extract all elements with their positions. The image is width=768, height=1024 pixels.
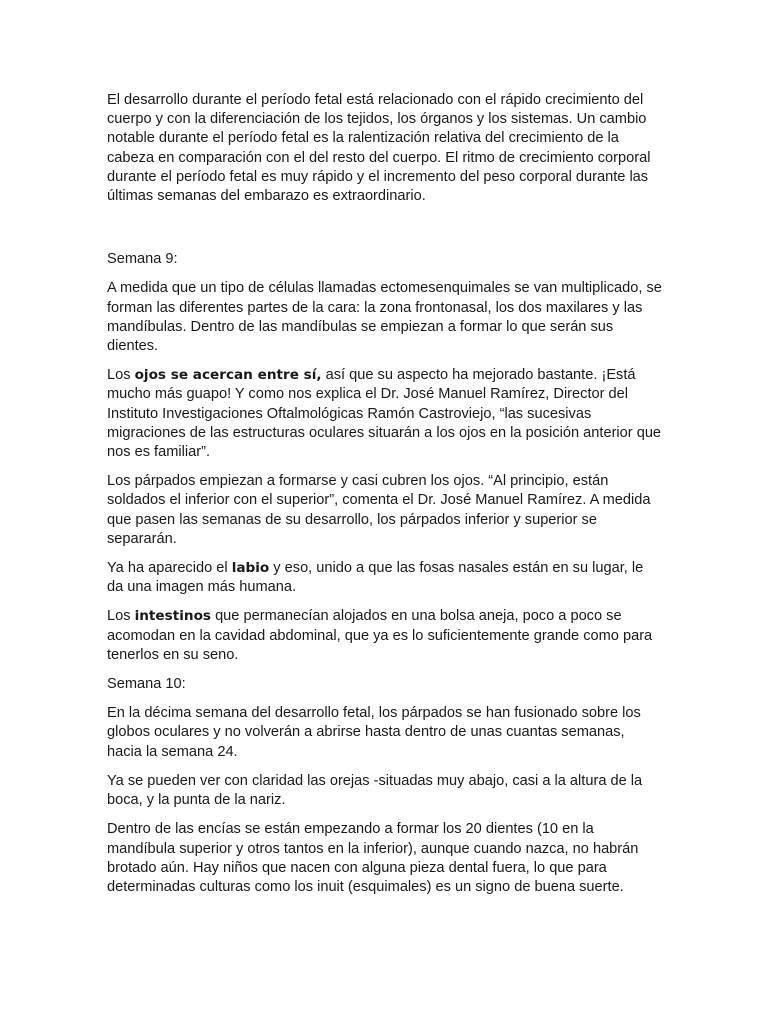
week-10-paragraph-eyelids: En la décima semana del desarrollo fetal, los párpados se han fusionado sobre los globos oculares y no volverán a abrirse hasta dentro de unas cuantas semanas, hacia la semana 24. [107,705,641,760]
bold-text-eyes: ojos se acercan entre sí, [134,367,322,384]
intro-paragraph: El desarrollo durante el período fetal está relacionado con el rápido crecimiento del cuerpo y con la diferenciación de los tejidos, los órganos y los sistemas. Un cambio notable durante el período fetal es la ralentización relativa del crecimiento de la cabeza en comparación con el del resto del cuerpo. El ritmo de crecimiento corporal durante el período fetal es muy rápido y el incremento del peso corporal durante las últimas semanas del embarazo es extraordinario. [107,92,651,205]
week-10-paragraph-ears: Ya se pueden ver con claridad las orejas -situadas muy abajo, casi a la altura de la boca, y la punta de la nariz. [107,772,643,809]
week-9-paragraph-intestines [107,607,662,665]
week-9-paragraph-face: A medida que un tipo de células llamadas ectomesenquimales se van multiplicado, se forman las diferentes partes de la cara: la zona frontonasal, los dos maxilares y las mandíbulas. Dentro de las mandíbulas se empiezan a formar lo que serán sus dientes. [107,280,662,355]
week-9-paragraph-eyes [107,366,662,462]
document-page [107,91,662,907]
text-run: y eso, unido a que las fosas nasales están en su lugar, le da una imagen más humana. [107,560,644,596]
week-9-paragraph-eyelids: Los párpados empiezan a formarse y casi cubren los ojos. “Al principio, están soldados el inferior con el superior”, comenta el Dr. José Manuel Ramírez. A medida que pasen las semanas de su desarrollo, los párpados inferior y superior se separarán. [107,473,651,547]
bold-text-lip: labio [231,560,270,577]
week-9-paragraph-lip [107,559,662,597]
week-10-paragraph-teeth: Dentro de las encías se están empezando a formar los 20 dientes (10 en la mandíbula superior y otros tantos en la inferior), aunque cuando nazca, no habrán brotado aún. Hay niños que nacen con alguna pieza dental fuera, lo que para determinadas culturas como los inuit (esquimales) es un signo de buena suerte. [107,821,639,895]
text-run: Los [107,367,135,384]
text-run: Ya ha aparecido el [107,560,232,577]
text-run: Los [107,608,135,625]
week-9-heading: Semana 9: [107,251,178,268]
week-10-heading: Semana 10: [107,676,186,693]
bold-text-intestines: intestinos [134,608,212,625]
text-run: así que su aspecto ha mejorado bastante. ¡Está mucho más guapo! Y como nos explica el Dr. José Manuel Ramírez, Director del Instituto Investigaciones Oftalmológicas Ramón Castroviejo, “las sucesivas migraciones de las estructuras oculares situarán a los ojos en la posición anterior que nos es familiar”. [107,367,662,461]
text-run: que permanecían alojados en una bolsa aneja, poco a poco se acomodan en la cavidad abdominal, que ya es lo suficientemente grande como para tenerlos en su seno. [107,608,653,663]
